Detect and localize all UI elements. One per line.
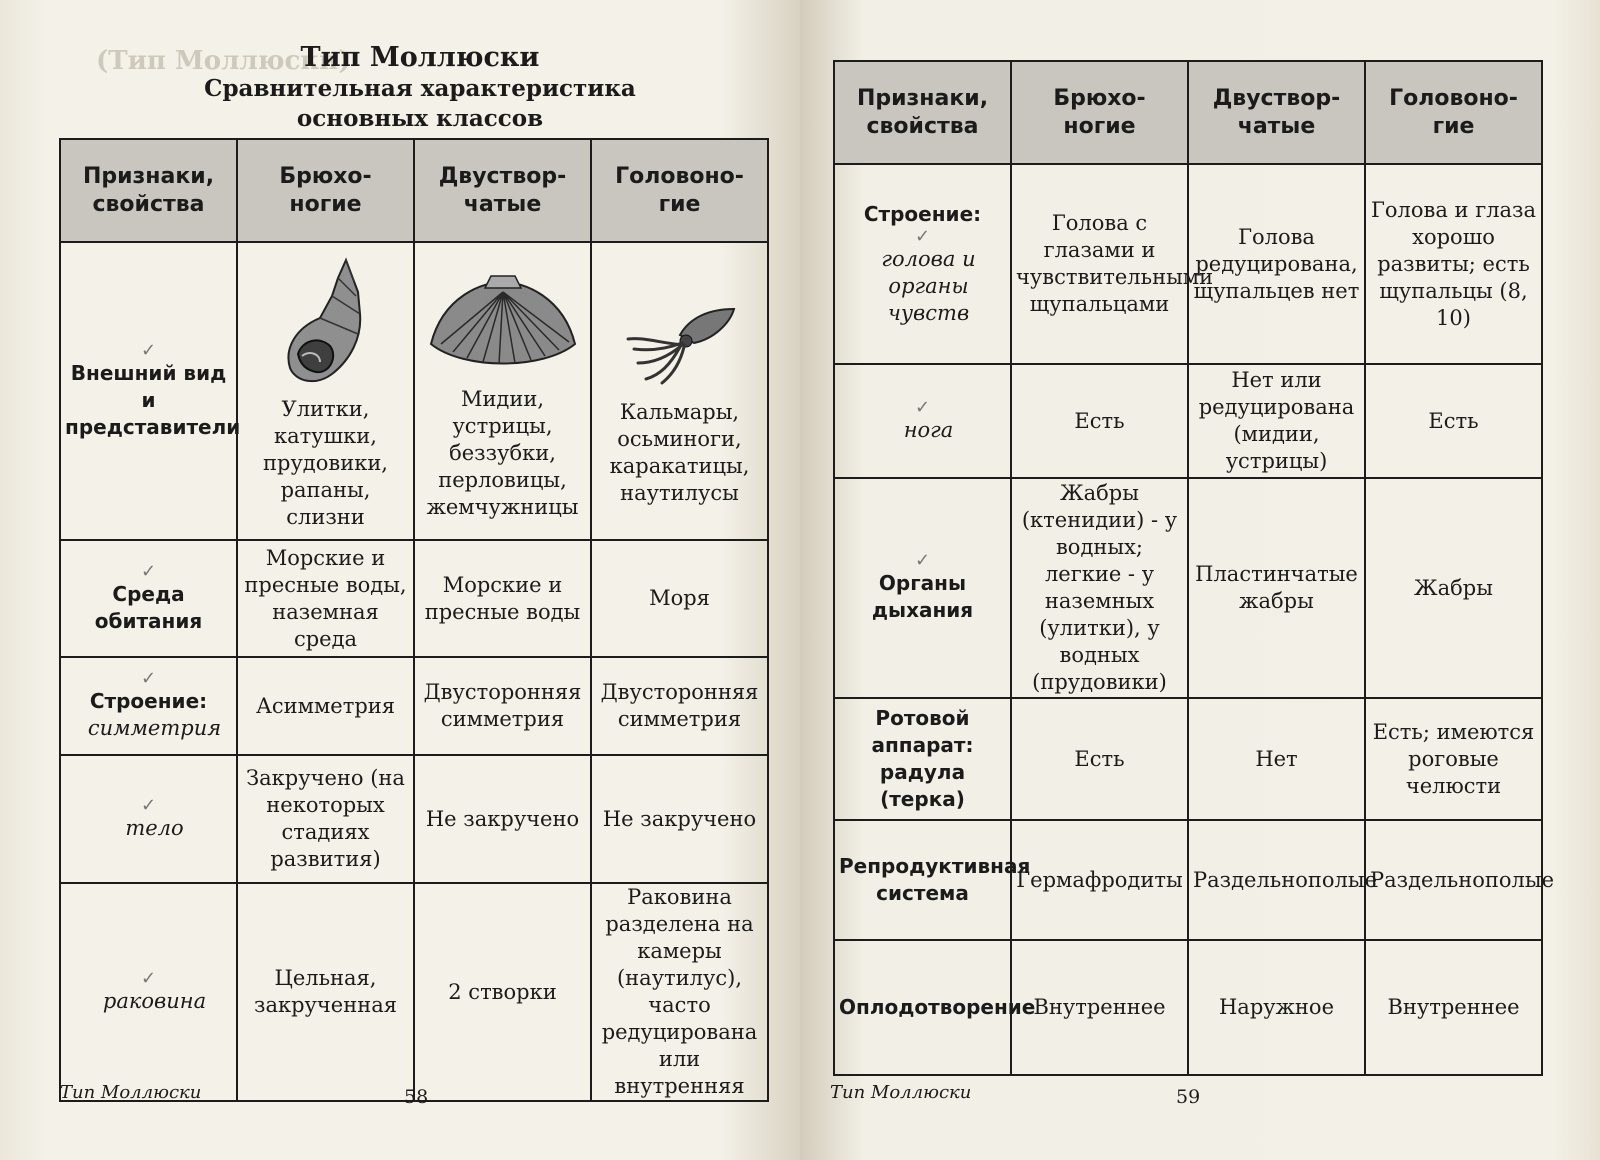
snail-shell-icon <box>276 256 376 386</box>
data-cell <box>237 242 414 540</box>
feature-cell: ✓ тело <box>60 755 237 883</box>
data-cell: Внутреннее <box>1011 940 1188 1075</box>
header-cell: Головоно- гие <box>1365 61 1542 164</box>
data-cell <box>591 242 768 540</box>
page-subtitle: Сравнительная характеристика <box>204 75 636 102</box>
data-cell: Двусторонняя симметрия <box>414 657 591 755</box>
header-cell: Головоно- гие <box>591 139 768 242</box>
representatives-text: Мидии, устрицы, беззубки, перловицы, жемчужницы <box>426 386 579 519</box>
table-row <box>834 478 1542 698</box>
data-cell: Есть <box>1365 364 1542 478</box>
data-cell: Голова редуцирована, щупальцев нет <box>1188 164 1365 364</box>
data-cell: Закручено (на некоторых стадиях развития) <box>237 755 414 883</box>
data-cell: Пластинчатые жабры <box>1188 478 1365 698</box>
data-cell: Двусторонняя симметрия <box>591 657 768 755</box>
data-cell: Нет или редуцирована (мидии, устрицы) <box>1188 364 1365 478</box>
check-mark-icon: ✓ <box>140 560 157 582</box>
representatives-text: Улитки, катушки, прудовики, рапаны, слизни <box>263 396 388 529</box>
representatives-text: Кальмары, осьминоги, каракатицы, наутилусы <box>609 400 750 505</box>
table-row <box>834 820 1542 940</box>
check-mark-icon: ✓ <box>914 550 931 571</box>
table-header-row <box>60 139 768 242</box>
feature-cell: ✓ нога <box>834 364 1011 478</box>
page-footer: Тип Моллюски <box>60 1082 202 1103</box>
page-number: 59 <box>1176 1086 1201 1108</box>
table-row <box>60 540 768 657</box>
header-cell: Двуствор- чатые <box>1188 61 1365 164</box>
header-cell: Двуствор- чатые <box>414 139 591 242</box>
data-cell: Моря <box>591 540 768 657</box>
feature-cell: Строение: ✓ голова и органы чувств <box>834 164 1011 364</box>
data-cell: Морские и пресные воды, наземная среда <box>237 540 414 657</box>
check-mark-icon: ✓ <box>914 226 931 247</box>
check-mark-icon: ✓ <box>140 339 157 361</box>
feature-cell: ✓ Органы дыхания <box>834 478 1011 698</box>
header-cell: Признаки, свойства <box>60 139 237 242</box>
table-row <box>60 657 768 755</box>
data-cell: Не закручено <box>591 755 768 883</box>
data-cell: Есть; имеются роговые челюсти <box>1365 698 1542 820</box>
data-cell: Цельная, закрученная <box>237 883 414 1101</box>
scallop-shell-icon <box>423 266 583 376</box>
data-cell: Нет <box>1188 698 1365 820</box>
data-cell: Жабры <box>1365 478 1542 698</box>
page-number: 58 <box>404 1086 429 1108</box>
data-cell: Есть <box>1011 364 1188 478</box>
feature-cell: Оплодотворение <box>834 940 1011 1075</box>
data-cell: Асимметрия <box>237 657 414 755</box>
comparison-table-left <box>59 138 769 1102</box>
data-cell: Жабры (ктенидии) - у водных; легкие - у наземных (улитки), у водных (прудовики) <box>1011 478 1188 698</box>
check-mark-icon: ✓ <box>140 668 157 689</box>
data-cell: Голова и глаза хорошо развиты; есть щупальцы (8, 10) <box>1365 164 1542 364</box>
table-row <box>834 364 1542 478</box>
data-cell: Не закручено <box>414 755 591 883</box>
data-cell: Внутреннее <box>1365 940 1542 1075</box>
data-cell: Гермафродиты <box>1011 820 1188 940</box>
data-cell: Наружное <box>1188 940 1365 1075</box>
data-cell: Раздельнополые <box>1365 820 1542 940</box>
data-cell: Голова с глазами и чувствительными щупальцами <box>1011 164 1188 364</box>
comparison-table-right <box>833 60 1554 1076</box>
bleed-through-text: (Тип Моллюски) <box>96 46 351 76</box>
right-page <box>800 0 1600 1160</box>
squid-icon <box>610 279 750 389</box>
header-cell: Брюхо- ногие <box>1011 61 1188 164</box>
check-mark-icon: ✓ <box>140 794 157 816</box>
header-cell: Признаки, свойства <box>834 61 1011 164</box>
check-mark-icon: ✓ <box>914 396 931 418</box>
data-cell <box>414 242 591 540</box>
feature-cell: ✓ Внешний вид и представители <box>60 242 237 540</box>
header-cell: Брюхо- ногие <box>237 139 414 242</box>
feature-cell: ✓ раковина <box>60 883 237 1101</box>
page-footer: Тип Моллюски <box>830 1082 972 1103</box>
check-mark-icon: ✓ <box>140 967 157 989</box>
table-row <box>834 940 1542 1075</box>
data-cell: Раковина разделена на камеры (наутилус), часто редуцирована или внутренняя <box>591 883 768 1101</box>
feature-cell: Репродуктивная система <box>834 820 1011 940</box>
data-cell: 2 створки <box>414 883 591 1101</box>
page-title: Тип Моллюски <box>300 42 540 73</box>
table-row <box>60 883 768 1101</box>
table-row <box>834 698 1542 820</box>
data-cell: Морские и пресные воды <box>414 540 591 657</box>
title-block <box>60 42 780 134</box>
page-subtitle-line2: основных классов <box>296 105 544 132</box>
data-cell: Раздельнополые <box>1188 820 1365 940</box>
data-cell: Есть <box>1011 698 1188 820</box>
feature-cell: ✓ Среда обитания <box>60 540 237 657</box>
feature-cell: Ротовой аппарат: радула (терка) <box>834 698 1011 820</box>
table-header-row <box>834 61 1542 164</box>
feature-cell: ✓ Строение: симметрия <box>60 657 237 755</box>
table-row <box>834 164 1542 364</box>
table-row <box>60 755 768 883</box>
table-row <box>60 242 768 540</box>
